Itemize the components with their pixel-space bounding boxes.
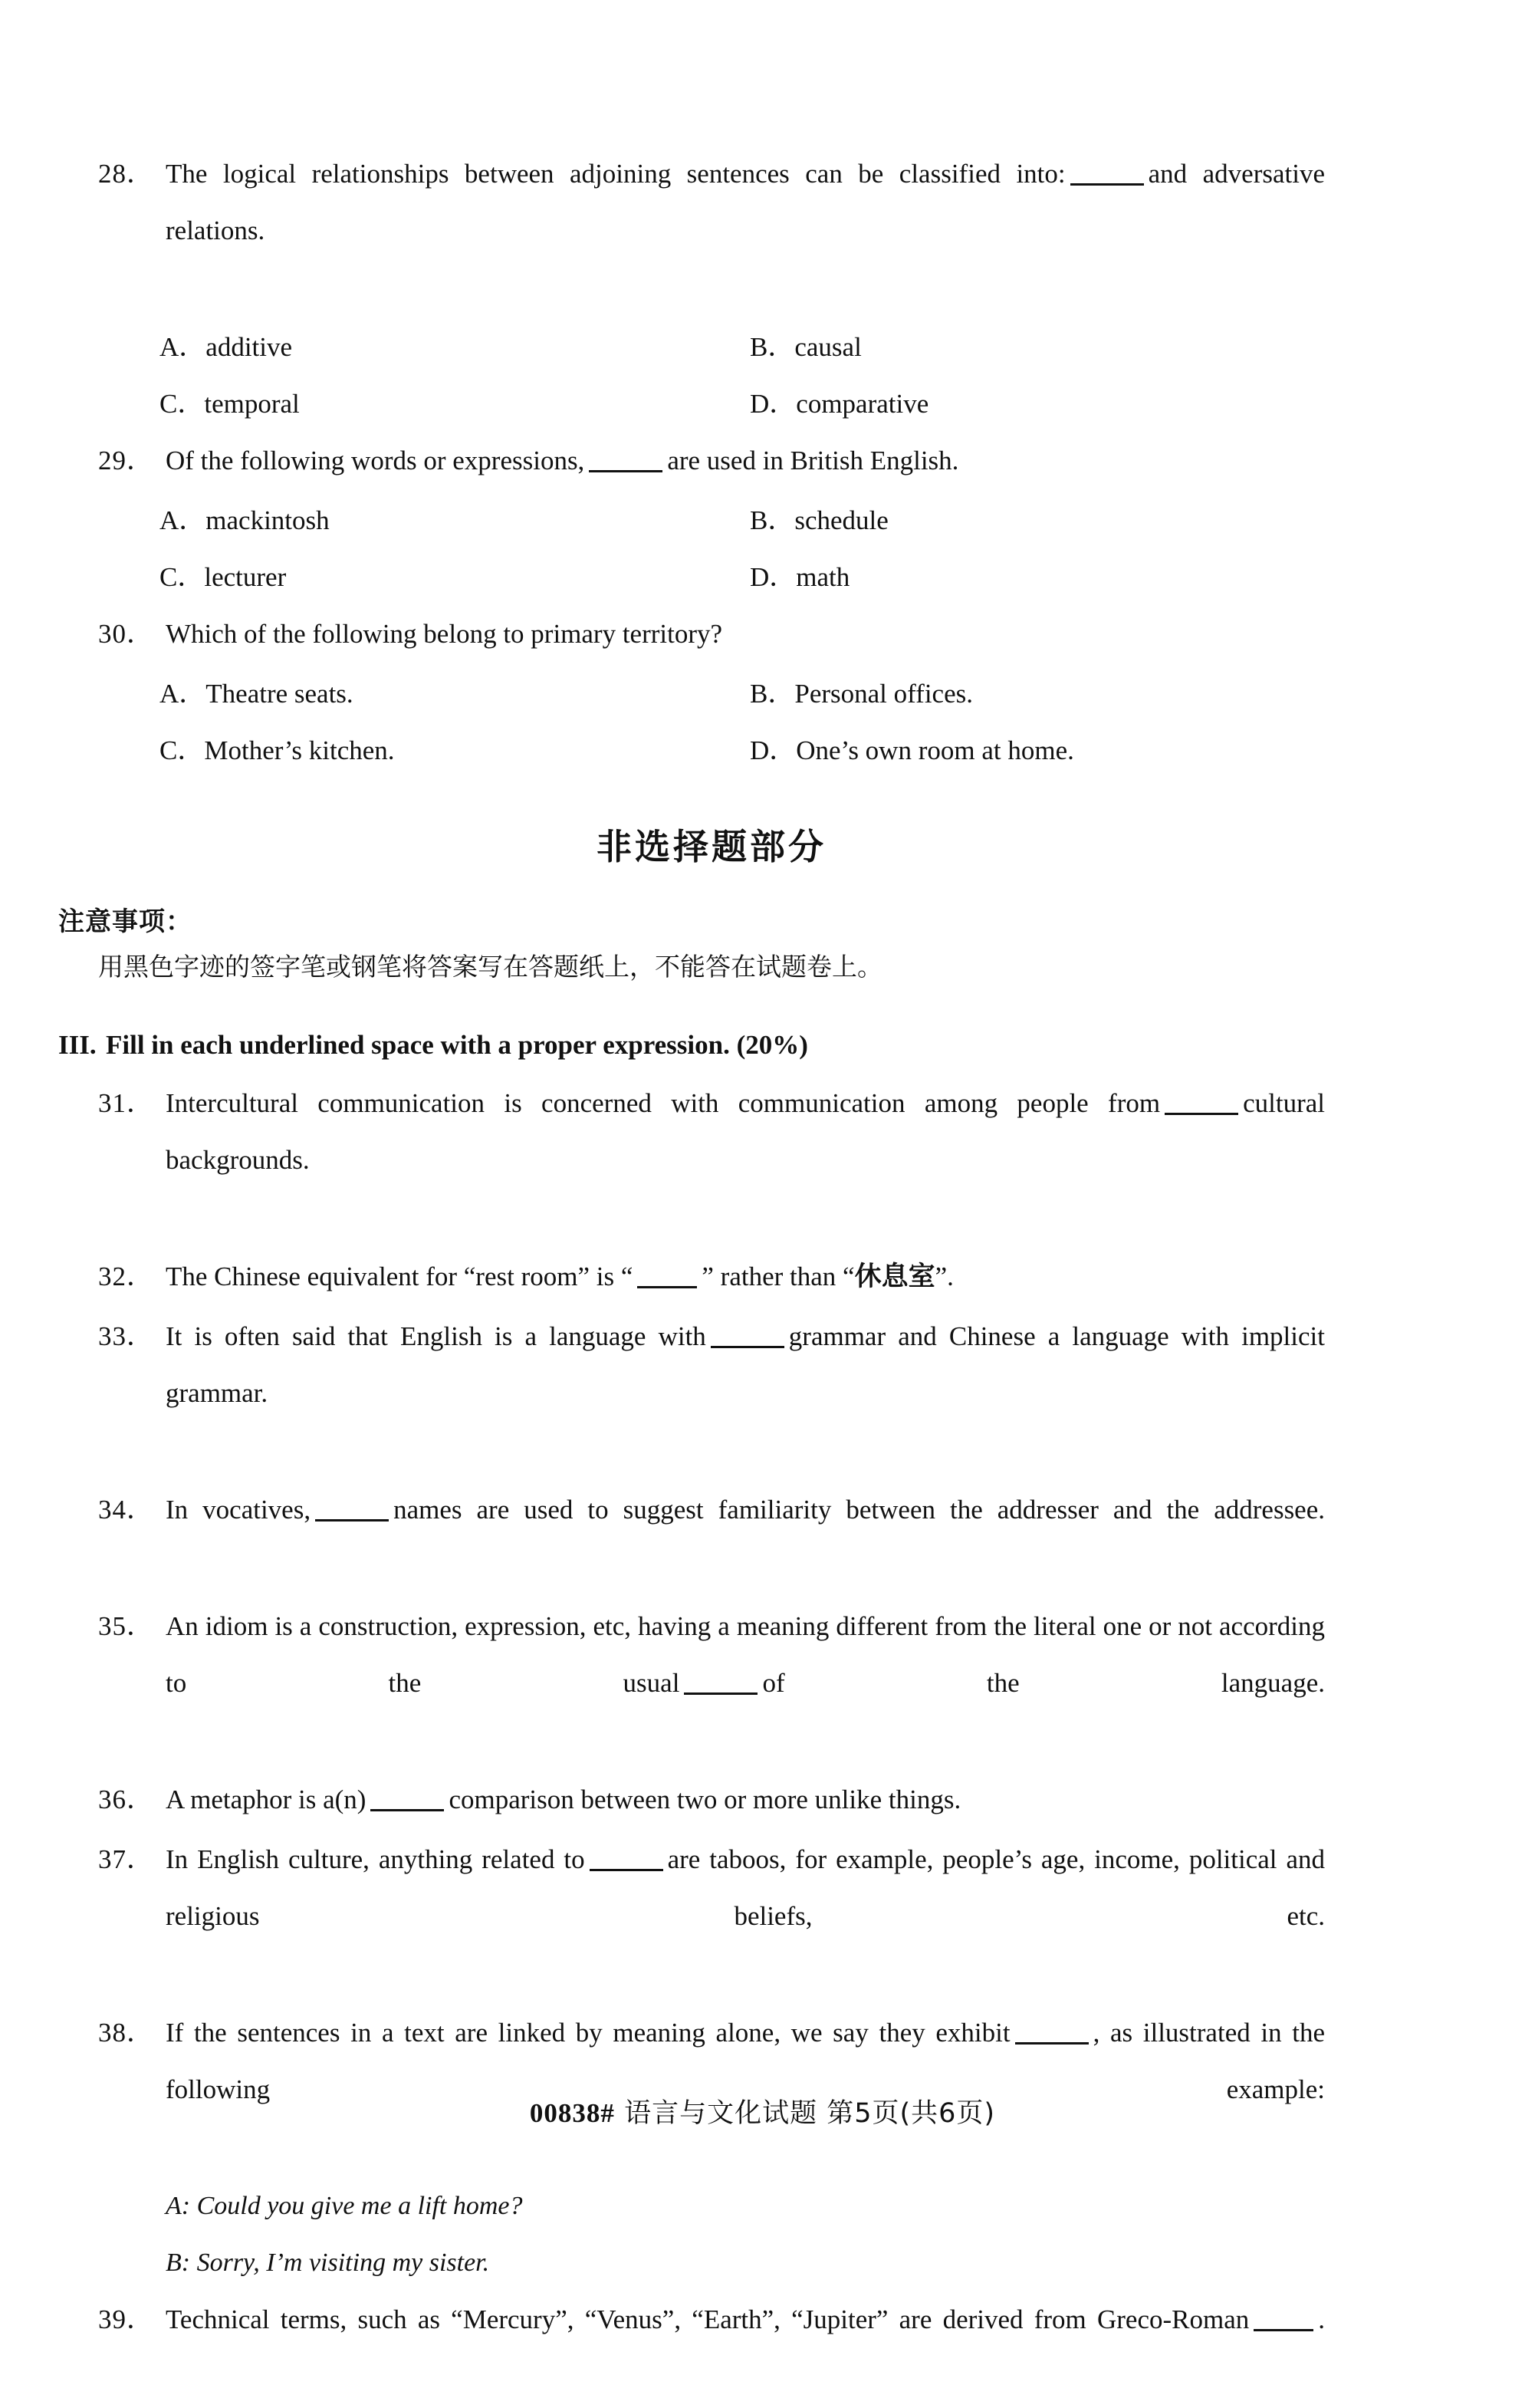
option-b[interactable] [750, 319, 1325, 376]
question-39 [98, 2291, 1325, 2405]
question-text [166, 146, 1325, 316]
question-part-2: grammar and Chinese a language with implicit grammar. [166, 1321, 1325, 1408]
question-part-2: comparison between two or more unlike things. [449, 1785, 961, 1814]
answer-blank[interactable] [637, 1266, 697, 1288]
option-label: One’s own room at home. [796, 735, 1074, 765]
question-text [166, 2291, 1325, 2405]
answer-blank[interactable] [711, 1326, 784, 1348]
option-letter: C． [159, 562, 205, 592]
question-part-1: The Chinese equivalent for “rest room” is “ [166, 1262, 633, 1291]
option-label: temporal [204, 389, 300, 419]
option-a[interactable] [98, 492, 750, 549]
question-part-1: In English culture, anything related to [166, 1844, 585, 1874]
option-label: causal [794, 332, 862, 362]
option-letter: C． [159, 735, 205, 765]
option-b[interactable] [750, 666, 1325, 722]
answer-blank[interactable] [315, 1499, 389, 1521]
question-part-1: Intercultural communication is concerned with communication among people from [166, 1088, 1161, 1118]
option-letter: D． [750, 389, 797, 419]
question-30-options-row-1 [98, 666, 1325, 722]
question-28-options-row-2 [98, 376, 1325, 433]
option-letter: B． [750, 505, 795, 535]
option-label: Mother’s kitchen. [204, 735, 395, 765]
question-part-1: It is often said that English is a language with [166, 1321, 706, 1351]
question-part-3: ”. [935, 1262, 954, 1291]
option-letter: A． [159, 332, 206, 362]
option-c[interactable] [98, 549, 750, 606]
answer-blank[interactable] [590, 1849, 663, 1871]
question-text [166, 1771, 1325, 1828]
option-d[interactable] [750, 376, 1325, 433]
option-letter: D． [750, 562, 797, 592]
question-30-options-row-2 [98, 722, 1325, 779]
question-stem-before: The logical relationships between adjoining sentences can be classified into: [166, 159, 1066, 189]
question-29 [98, 433, 1325, 489]
question-part-1: In vocatives, [166, 1495, 311, 1525]
option-label: schedule [794, 505, 889, 535]
question-stem-after: are used in British English. [667, 446, 959, 475]
question-38 [98, 2005, 1325, 2175]
question-36 [98, 1771, 1325, 1828]
example-line-a: A: Could you give me a lift home? [166, 2192, 523, 2220]
option-label: comparative [796, 389, 929, 419]
notice-text: 用黑色字迹的签字笔或钢笔将答案写在答题纸上，不能答在试题卷上。 [98, 952, 882, 982]
option-letter: B． [750, 679, 795, 709]
notice-label: 注意事项： [58, 906, 192, 937]
question-text [166, 2005, 1325, 2175]
question-number: 38． [98, 2018, 155, 2048]
footer-course-title: 语言与文化试题 [624, 2098, 818, 2129]
question-number: 32． [98, 1262, 155, 1291]
question-part-2: cultural backgrounds. [166, 1088, 1325, 1175]
question-text [166, 1831, 1325, 2002]
answer-blank[interactable] [370, 1789, 444, 1811]
question-part-1: Technical terms, such as “Mercury”, “Venus”, “Earth”, “Jupiter” are derived from Greco-Roman [166, 2304, 1250, 2334]
option-label: additive [205, 332, 293, 362]
question-28-options-row-1 [98, 319, 1325, 376]
question-37 [98, 1831, 1325, 2002]
answer-blank[interactable] [1165, 1093, 1238, 1115]
question-31 [98, 1075, 1325, 1245]
option-letter: C． [159, 389, 205, 419]
option-c[interactable] [98, 376, 750, 433]
question-stem-before: Of the following words or expressions, [166, 446, 585, 475]
option-letter: D． [750, 735, 797, 765]
question-part-2: of the language. [762, 1668, 1325, 1698]
option-label: Personal offices. [794, 679, 973, 709]
question-number: 30． [98, 619, 155, 649]
option-label: math [796, 562, 850, 592]
question-33 [98, 1308, 1325, 1479]
question-number: 29． [98, 446, 155, 475]
option-b[interactable] [750, 492, 1325, 549]
answer-blank[interactable] [684, 1673, 758, 1695]
question-part-1: A metaphor is a(n) [166, 1785, 366, 1814]
question-part-2: . [1318, 2304, 1325, 2334]
question-part-2: ” rather than “ [702, 1262, 855, 1291]
question-number: 37． [98, 1844, 155, 1874]
question-part-2: are taboos, for example, people’s age, income, political and religious beliefs, etc. [166, 1844, 1325, 1931]
non-choice-section-heading: 非选择题部分 [597, 826, 827, 867]
section-numeral: III. [58, 1030, 97, 1060]
option-label: lecturer [204, 562, 287, 592]
question-part-1: If the sentences in a text are linked by meaning alone, we say they exhibit [166, 2018, 1011, 2048]
question-30 [98, 606, 1325, 663]
page-footer [0, 2092, 1525, 2130]
question-text [166, 1075, 1325, 1245]
question-34 [98, 1482, 1325, 1595]
question-32 [98, 1248, 1325, 1305]
question-number: 39． [98, 2304, 155, 2334]
option-letter: B． [750, 332, 795, 362]
question-stem-after: and adversative relations. [166, 159, 1325, 245]
question-35 [98, 1598, 1325, 1768]
question-text [166, 1308, 1325, 1479]
footer-paging: 第5页(共6页) [827, 2098, 996, 2129]
question-number: 35． [98, 1611, 155, 1641]
question-text: Which of the following belong to primary territory? [166, 619, 723, 649]
footer-course-code: 00838# [529, 2098, 615, 2128]
example-line-b: B: Sorry, I’m visiting my sister. [166, 2248, 490, 2277]
page-content [58, 146, 1326, 2408]
question-number: 36． [98, 1785, 155, 1814]
question-part-2: names are used to suggest familiarity between the addresser and the addressee. [393, 1495, 1326, 1525]
answer-blank[interactable] [589, 450, 662, 472]
option-a[interactable] [98, 319, 750, 376]
option-label: mackintosh [205, 505, 330, 535]
answer-blank[interactable] [1015, 2022, 1089, 2044]
question-28 [98, 146, 1325, 316]
option-a[interactable] [98, 666, 750, 722]
question-29-options-row-2 [98, 549, 1325, 606]
question-number: 33． [98, 1321, 155, 1351]
question-text [166, 1598, 1325, 1768]
question-text [166, 1482, 1325, 1595]
option-letter: A． [159, 505, 206, 535]
option-label: Theatre seats. [205, 679, 353, 709]
option-d[interactable] [750, 549, 1325, 606]
question-part-1: An idiom is a construction, expression, etc, having a meaning different from the literal one or not according to the usual [166, 1611, 1325, 1698]
answer-blank[interactable] [1070, 163, 1144, 186]
section-title: Fill in each underlined space with a proper expression. (20%) [106, 1030, 808, 1060]
question-29-options-row-1 [98, 492, 1325, 549]
option-c[interactable] [98, 722, 750, 779]
section-three-heading [58, 1017, 1325, 1074]
question-number: 34． [98, 1495, 155, 1525]
option-letter: A． [159, 679, 206, 709]
question-text [166, 433, 1325, 489]
question-number: 28． [98, 159, 155, 189]
chinese-term: 休息室 [854, 1261, 935, 1292]
option-d[interactable] [750, 722, 1325, 779]
question-part-2: , as illustrated in the following example: [166, 2018, 1325, 2104]
question-number: 31． [98, 1088, 155, 1118]
question-text [166, 1248, 1325, 1305]
answer-blank[interactable] [1254, 2309, 1313, 2331]
